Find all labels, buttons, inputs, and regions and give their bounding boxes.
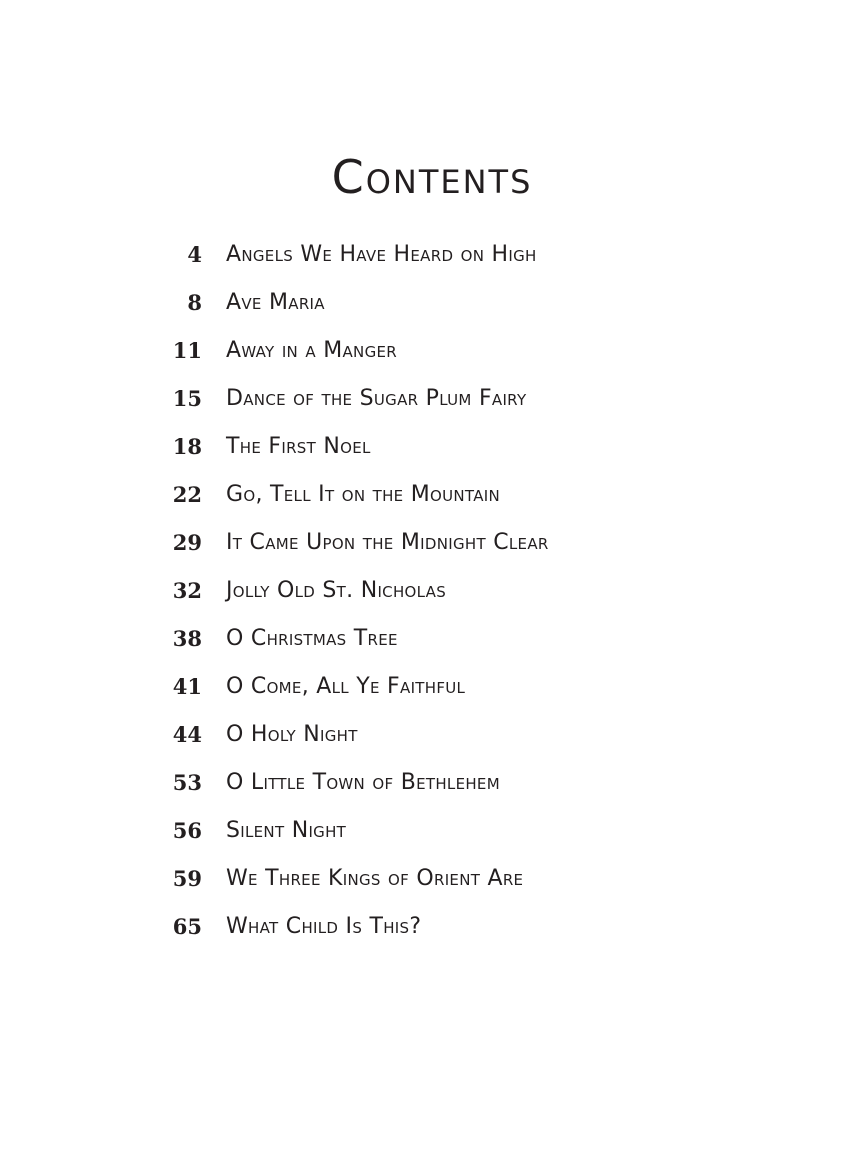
toc-page-number: 15 [172, 386, 202, 411]
toc-page-number: 29 [172, 530, 202, 555]
toc-entry [0, 335, 864, 383]
toc-page-number: 8 [187, 290, 202, 315]
toc-song-title: We Three Kings of Orient Are [226, 866, 524, 891]
toc-song-title: Dance of the Sugar Plum Fairy [226, 386, 527, 411]
toc-page-number: 22 [172, 482, 202, 507]
toc-entry [0, 287, 864, 335]
toc-song-title: Go, Tell It on the Mountain [226, 482, 501, 507]
toc-entry [0, 719, 864, 767]
toc-song-title: Jolly Old St. Nicholas [226, 578, 447, 603]
toc-song-title: O Come, All Ye Faithful [226, 674, 466, 699]
toc-song-title: Away in a Manger [226, 338, 397, 363]
toc-entry [0, 239, 864, 287]
toc-entry [0, 863, 864, 911]
toc-page-number: 59 [172, 866, 202, 891]
toc-entry [0, 431, 864, 479]
toc-song-title: O Holy Night [226, 722, 358, 747]
page-title: Contents [331, 150, 533, 204]
toc-page-number: 11 [172, 338, 202, 363]
toc-page-number: 32 [172, 578, 202, 603]
table-of-contents [0, 239, 864, 959]
toc-song-title: Ave Maria [226, 290, 325, 315]
toc-entry [0, 527, 864, 575]
toc-entry [0, 575, 864, 623]
toc-page-number: 65 [172, 914, 202, 939]
toc-entry [0, 623, 864, 671]
toc-song-title: The First Noel [226, 434, 371, 459]
toc-song-title: O Little Town of Bethlehem [226, 770, 500, 795]
toc-page-number: 18 [172, 434, 202, 459]
toc-song-title: Angels We Have Heard on High [226, 242, 537, 267]
toc-entry [0, 815, 864, 863]
toc-page-number: 38 [172, 626, 202, 651]
toc-page-number: 41 [172, 674, 202, 699]
toc-entry [0, 479, 864, 527]
toc-song-title: It Came Upon the Midnight Clear [226, 530, 549, 555]
toc-entry [0, 383, 864, 431]
toc-page-number: 4 [187, 242, 202, 267]
toc-song-title: What Child Is This? [226, 914, 422, 939]
toc-song-title: O Christmas Tree [226, 626, 398, 651]
toc-entry [0, 767, 864, 815]
toc-page-number: 44 [172, 722, 202, 747]
toc-page-number: 53 [172, 770, 202, 795]
toc-page-number: 56 [172, 818, 202, 843]
toc-song-title: Silent Night [226, 818, 347, 843]
toc-entry [0, 911, 864, 959]
toc-entry [0, 671, 864, 719]
